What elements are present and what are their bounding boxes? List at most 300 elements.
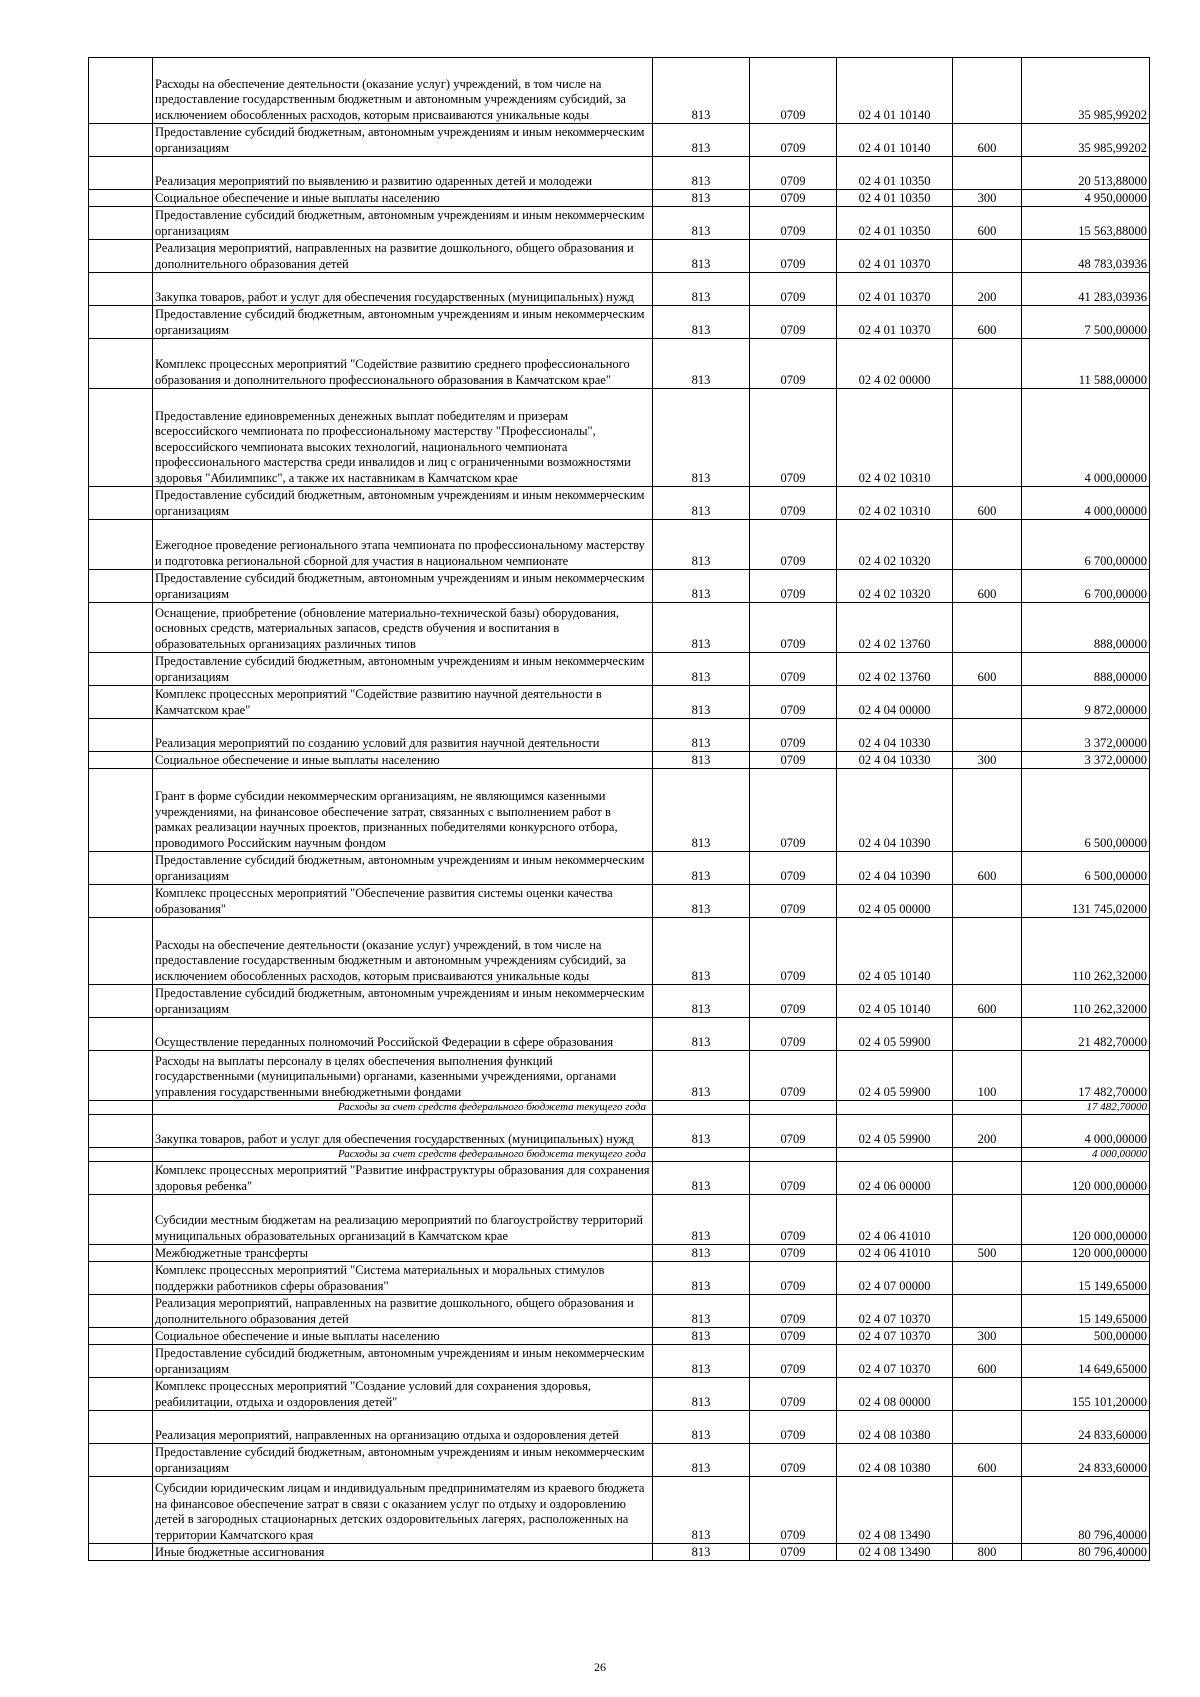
- expense-type-cell: 600: [953, 852, 1022, 885]
- table-row: [89, 306, 1150, 339]
- expense-name-cell: Субсидии местным бюджетам на реализацию мероприятий по благоустройству территорий муниципальных образовательных организаций в Камчатском крае: [153, 1195, 653, 1245]
- grbs-code-cell: 813: [653, 1378, 750, 1411]
- target-article-cell: 02 4 06 00000: [837, 1162, 953, 1195]
- table-row: [89, 918, 1150, 985]
- amount-cell: 48 783,03936: [1022, 240, 1150, 273]
- section-code-cell: 0709: [750, 1115, 837, 1148]
- section-code-cell: [750, 1101, 837, 1115]
- expense-type-cell: 200: [953, 1115, 1022, 1148]
- target-article-cell: 02 4 02 10320: [837, 520, 953, 570]
- amount-cell: 24 833,60000: [1022, 1411, 1150, 1444]
- expense-name-cell: Реализация мероприятий, направленных на развитие дошкольного, общего образования и дополнительного образования детей: [153, 240, 653, 273]
- amount-cell: 120 000,00000: [1022, 1162, 1150, 1195]
- grbs-code-cell: 813: [653, 686, 750, 719]
- amount-cell: 15 563,88000: [1022, 207, 1150, 240]
- expense-type-cell: [953, 603, 1022, 653]
- amount-cell: 4 950,00000: [1022, 190, 1150, 207]
- expense-name-cell: Расходы на обеспечение деятельности (оказание услуг) учреждений, в том числе на предоставление государственным бюджетным и автономным учреждениям субсидий, за исключением обособленных расходов, которым присваиваются уникальные коды: [153, 918, 653, 985]
- table-row: [89, 240, 1150, 273]
- target-article-cell: 02 4 08 10380: [837, 1411, 953, 1444]
- amount-cell: 14 649,65000: [1022, 1345, 1150, 1378]
- target-article-cell: 02 4 04 10390: [837, 769, 953, 852]
- target-article-cell: 02 4 01 10140: [837, 124, 953, 157]
- row-index-cell: [89, 1295, 153, 1328]
- section-code-cell: 0709: [750, 686, 837, 719]
- table-row: [89, 339, 1150, 389]
- amount-cell: 15 149,65000: [1022, 1262, 1150, 1295]
- budget-table-body: [89, 58, 1150, 1561]
- grbs-code-cell: 813: [653, 190, 750, 207]
- section-code-cell: 0709: [750, 1544, 837, 1561]
- amount-cell: 131 745,02000: [1022, 885, 1150, 918]
- table-row: [89, 1051, 1150, 1101]
- expense-type-cell: [953, 157, 1022, 190]
- row-index-cell: [89, 852, 153, 885]
- amount-cell: 20 513,88000: [1022, 157, 1150, 190]
- target-article-cell: 02 4 08 00000: [837, 1378, 953, 1411]
- table-row: [89, 852, 1150, 885]
- row-index-cell: [89, 124, 153, 157]
- target-article-cell: 02 4 02 10320: [837, 570, 953, 603]
- table-row: [89, 1477, 1150, 1544]
- target-article-cell: [837, 1148, 953, 1162]
- table-row: [89, 1345, 1150, 1378]
- table-row: [89, 752, 1150, 769]
- grbs-code-cell: 813: [653, 1051, 750, 1101]
- table-row: [89, 520, 1150, 570]
- expense-name-cell: Предоставление субсидий бюджетным, автономным учреждениям и иным некоммерческим организациям: [153, 985, 653, 1018]
- section-code-cell: 0709: [750, 1018, 837, 1051]
- expense-type-cell: [953, 918, 1022, 985]
- expense-type-cell: [953, 339, 1022, 389]
- section-code-cell: 0709: [750, 918, 837, 985]
- row-index-cell: [89, 1444, 153, 1477]
- expense-name-cell: Оснащение, приобретение (обновление материально-технической базы) оборудования, основных средств, материальных запасов, средств обучения и воспитания в образовательных организациях различных типов: [153, 603, 653, 653]
- target-article-cell: 02 4 02 13760: [837, 653, 953, 686]
- grbs-code-cell: [653, 1148, 750, 1162]
- expense-type-cell: [953, 58, 1022, 124]
- grbs-code-cell: 813: [653, 1477, 750, 1544]
- amount-cell: 6 500,00000: [1022, 769, 1150, 852]
- table-row: [89, 1162, 1150, 1195]
- table-row: [89, 1018, 1150, 1051]
- row-index-cell: [89, 1411, 153, 1444]
- table-row: [89, 885, 1150, 918]
- expense-name-cell: Предоставление субсидий бюджетным, автономным учреждениям и иным некоммерческим организациям: [153, 1345, 653, 1378]
- grbs-code-cell: 813: [653, 1195, 750, 1245]
- expense-name-cell: Комплекс процессных мероприятий "Содействие развитию среднего профессионального образования и дополнительного профессионального образования в Камчатском крае": [153, 339, 653, 389]
- target-article-cell: [837, 1101, 953, 1115]
- table-row: [89, 1262, 1150, 1295]
- expense-name-cell: Закупка товаров, работ и услуг для обеспечения государственных (муниципальных) нужд: [153, 1115, 653, 1148]
- table-row: [89, 769, 1150, 852]
- target-article-cell: 02 4 08 13490: [837, 1544, 953, 1561]
- section-code-cell: 0709: [750, 1051, 837, 1101]
- expense-name-cell: Субсидии юридическим лицам и индивидуальным предпринимателям из краевого бюджета на финансовое обеспечение затрат в связи с оказанием услуг по отдыху и оздоровлению детей в загородных стационарных детских оздоровительных лагерях, расположенных на территории Камчатского края: [153, 1477, 653, 1544]
- grbs-code-cell: 813: [653, 240, 750, 273]
- row-index-cell: [89, 273, 153, 306]
- expense-type-cell: 300: [953, 190, 1022, 207]
- table-row: [89, 985, 1150, 1018]
- amount-cell: 4 000,00000: [1022, 389, 1150, 487]
- amount-cell: 21 482,70000: [1022, 1018, 1150, 1051]
- target-article-cell: 02 4 05 10140: [837, 985, 953, 1018]
- row-index-cell: [89, 306, 153, 339]
- expense-type-cell: 800: [953, 1544, 1022, 1561]
- grbs-code-cell: 813: [653, 1411, 750, 1444]
- table-row: [89, 1444, 1150, 1477]
- budget-table: [88, 57, 1150, 1561]
- row-index-cell: [89, 1051, 153, 1101]
- row-index-cell: [89, 1345, 153, 1378]
- expense-name-cell: Комплекс процессных мероприятий "Система материальных и моральных стимулов поддержки работников сферы образования": [153, 1262, 653, 1295]
- amount-cell: 4 000,00000: [1022, 1115, 1150, 1148]
- grbs-code-cell: 813: [653, 520, 750, 570]
- row-index-cell: [89, 207, 153, 240]
- target-article-cell: 02 4 05 59900: [837, 1115, 953, 1148]
- section-code-cell: 0709: [750, 719, 837, 752]
- section-code-cell: 0709: [750, 389, 837, 487]
- grbs-code-cell: 813: [653, 570, 750, 603]
- section-code-cell: 0709: [750, 157, 837, 190]
- target-article-cell: 02 4 01 10350: [837, 207, 953, 240]
- amount-cell: 500,00000: [1022, 1328, 1150, 1345]
- amount-cell: 9 872,00000: [1022, 686, 1150, 719]
- amount-cell: 155 101,20000: [1022, 1378, 1150, 1411]
- amount-cell: 120 000,00000: [1022, 1195, 1150, 1245]
- amount-cell: 4 000,00000: [1022, 487, 1150, 520]
- section-code-cell: 0709: [750, 769, 837, 852]
- table-row: [89, 1411, 1150, 1444]
- table-row: [89, 1245, 1150, 1262]
- amount-cell: 35 985,99202: [1022, 58, 1150, 124]
- section-code-cell: [750, 1148, 837, 1162]
- grbs-code-cell: 813: [653, 1245, 750, 1262]
- expense-type-cell: [953, 1378, 1022, 1411]
- section-code-cell: 0709: [750, 1328, 837, 1345]
- expense-name-cell: Иные бюджетные ассигнования: [153, 1544, 653, 1561]
- table-row: [89, 719, 1150, 752]
- row-index-cell: [89, 1115, 153, 1148]
- section-code-cell: 0709: [750, 1345, 837, 1378]
- amount-cell: 6 700,00000: [1022, 520, 1150, 570]
- grbs-code-cell: [653, 1101, 750, 1115]
- expense-name-cell: Предоставление субсидий бюджетным, автономным учреждениям и иным некоммерческим организациям: [153, 487, 653, 520]
- row-index-cell: [89, 339, 153, 389]
- target-article-cell: 02 4 02 10310: [837, 389, 953, 487]
- target-article-cell: 02 4 05 59900: [837, 1018, 953, 1051]
- row-index-cell: [89, 240, 153, 273]
- table-row: [89, 157, 1150, 190]
- section-code-cell: 0709: [750, 58, 837, 124]
- row-index-cell: [89, 1101, 153, 1115]
- target-article-cell: 02 4 04 00000: [837, 686, 953, 719]
- row-index-cell: [89, 1262, 153, 1295]
- expense-type-cell: 600: [953, 570, 1022, 603]
- row-index-cell: [89, 1195, 153, 1245]
- row-index-cell: [89, 769, 153, 852]
- expense-type-cell: 600: [953, 1345, 1022, 1378]
- amount-cell: 80 796,40000: [1022, 1477, 1150, 1544]
- row-index-cell: [89, 1245, 153, 1262]
- table-row: [89, 686, 1150, 719]
- grbs-code-cell: 813: [653, 1544, 750, 1561]
- target-article-cell: 02 4 05 00000: [837, 885, 953, 918]
- table-row: [89, 1378, 1150, 1411]
- expense-type-cell: 600: [953, 653, 1022, 686]
- row-index-cell: [89, 570, 153, 603]
- section-code-cell: 0709: [750, 570, 837, 603]
- expense-name-cell: Закупка товаров, работ и услуг для обеспечения государственных (муниципальных) нужд: [153, 273, 653, 306]
- grbs-code-cell: 813: [653, 1444, 750, 1477]
- amount-cell: 7 500,00000: [1022, 306, 1150, 339]
- expense-type-cell: 600: [953, 487, 1022, 520]
- target-article-cell: 02 4 07 10370: [837, 1345, 953, 1378]
- expense-type-cell: [953, 389, 1022, 487]
- grbs-code-cell: 813: [653, 769, 750, 852]
- expense-type-cell: [953, 1262, 1022, 1295]
- section-code-cell: 0709: [750, 1295, 837, 1328]
- expense-name-cell: Комплекс процессных мероприятий "Содействие развитию научной деятельности в Камчатском крае": [153, 686, 653, 719]
- amount-cell: 24 833,60000: [1022, 1444, 1150, 1477]
- expense-name-cell: Расходы на обеспечение деятельности (оказание услуг) учреждений, в том числе на предоставление государственным бюджетным и автономным учреждениям субсидий, за исключением обособленных расходов, которым присваиваются уникальные коды: [153, 58, 653, 124]
- expense-type-cell: [953, 885, 1022, 918]
- row-index-cell: [89, 520, 153, 570]
- page-number: 26: [594, 1660, 606, 1674]
- grbs-code-cell: 813: [653, 653, 750, 686]
- grbs-code-cell: 813: [653, 1162, 750, 1195]
- expense-type-cell: 600: [953, 985, 1022, 1018]
- expense-name-cell: Предоставление субсидий бюджетным, автономным учреждениям и иным некоммерческим организациям: [153, 207, 653, 240]
- grbs-code-cell: 813: [653, 1328, 750, 1345]
- expense-name-cell: Грант в форме субсидии некоммерческим организациям, не являющимся казенными учреждениями, на финансовое обеспечение затрат, связанных с выполнением работ в рамках реализации научных проектов, признанных победителями конкурсного отбора, проводимого Российским научным фондом: [153, 769, 653, 852]
- grbs-code-cell: 813: [653, 603, 750, 653]
- amount-cell: 120 000,00000: [1022, 1245, 1150, 1262]
- table-row: [89, 389, 1150, 487]
- row-index-cell: [89, 885, 153, 918]
- table-row: [89, 1195, 1150, 1245]
- expense-name-cell: Комплекс процессных мероприятий "Создание условий для сохранения здоровья, реабилитации, отдыха и оздоровления детей": [153, 1378, 653, 1411]
- grbs-code-cell: 813: [653, 885, 750, 918]
- amount-cell: 3 372,00000: [1022, 719, 1150, 752]
- expense-name-cell: Реализация мероприятий, направленных на организацию отдыха и оздоровления детей: [153, 1411, 653, 1444]
- amount-cell: 17 482,70000: [1022, 1051, 1150, 1101]
- expense-type-cell: [953, 1018, 1022, 1051]
- table-row: [89, 207, 1150, 240]
- amount-cell: 110 262,32000: [1022, 985, 1150, 1018]
- row-index-cell: [89, 1544, 153, 1561]
- grbs-code-cell: 813: [653, 306, 750, 339]
- amount-cell: 3 372,00000: [1022, 752, 1150, 769]
- grbs-code-cell: 813: [653, 124, 750, 157]
- expense-name-cell: Предоставление субсидий бюджетным, автономным учреждениям и иным некоммерческим организациям: [153, 306, 653, 339]
- section-code-cell: 0709: [750, 273, 837, 306]
- expense-name-cell: Предоставление единовременных денежных выплат победителям и призерам всероссийского чемпионата по профессиональному мастерству "Профессионалы", всероссийского чемпионата высоких технологий, национального чемпионата профессионального мастерства среди инвалидов и лиц с ограниченными возможностями здоровья "Абилимпикс", а также их наставникам в Камчатском крае: [153, 389, 653, 487]
- table-row: [89, 487, 1150, 520]
- target-article-cell: 02 4 02 13760: [837, 603, 953, 653]
- federal-budget-note-row: [89, 1101, 1150, 1115]
- grbs-code-cell: 813: [653, 1345, 750, 1378]
- row-index-cell: [89, 190, 153, 207]
- section-code-cell: 0709: [750, 1195, 837, 1245]
- expense-type-cell: [953, 769, 1022, 852]
- grbs-code-cell: 813: [653, 752, 750, 769]
- amount-cell: 17 482,70000: [1022, 1101, 1150, 1115]
- expense-name-cell: Комплекс процессных мероприятий "Обеспечение развития системы оценки качества образования": [153, 885, 653, 918]
- expense-type-cell: 500: [953, 1245, 1022, 1262]
- expense-name-cell: Расходы на выплаты персоналу в целях обеспечения выполнения функций государственными (муниципальными) органами, казенными учреждениями, органами управления государственными внебюджетными фондами: [153, 1051, 653, 1101]
- section-code-cell: 0709: [750, 752, 837, 769]
- target-article-cell: 02 4 01 10140: [837, 58, 953, 124]
- amount-cell: 35 985,99202: [1022, 124, 1150, 157]
- expense-name-cell: Предоставление субсидий бюджетным, автономным учреждениям и иным некоммерческим организациям: [153, 653, 653, 686]
- grbs-code-cell: 813: [653, 852, 750, 885]
- target-article-cell: 02 4 01 10370: [837, 240, 953, 273]
- expense-type-cell: [953, 719, 1022, 752]
- row-index-cell: [89, 985, 153, 1018]
- target-article-cell: 02 4 06 41010: [837, 1195, 953, 1245]
- grbs-code-cell: 813: [653, 719, 750, 752]
- amount-cell: 15 149,65000: [1022, 1295, 1150, 1328]
- grbs-code-cell: 813: [653, 273, 750, 306]
- grbs-code-cell: 813: [653, 918, 750, 985]
- expense-name-cell: Социальное обеспечение и иные выплаты населению: [153, 1328, 653, 1345]
- row-index-cell: [89, 1378, 153, 1411]
- section-code-cell: 0709: [750, 306, 837, 339]
- target-article-cell: 02 4 01 10350: [837, 157, 953, 190]
- expense-name-cell: Ежегодное проведение регионального этапа чемпионата по профессиональному мастерству и подготовка региональной сборной для участия в национальном чемпионате: [153, 520, 653, 570]
- target-article-cell: 02 4 01 10370: [837, 273, 953, 306]
- table-row: [89, 603, 1150, 653]
- row-index-cell: [89, 653, 153, 686]
- target-article-cell: 02 4 02 00000: [837, 339, 953, 389]
- expense-type-cell: 600: [953, 1444, 1022, 1477]
- grbs-code-cell: 813: [653, 157, 750, 190]
- section-code-cell: 0709: [750, 1245, 837, 1262]
- target-article-cell: 02 4 07 10370: [837, 1328, 953, 1345]
- section-code-cell: 0709: [750, 603, 837, 653]
- row-index-cell: [89, 1018, 153, 1051]
- federal-budget-note-row: [89, 1148, 1150, 1162]
- grbs-code-cell: 813: [653, 1295, 750, 1328]
- grbs-code-cell: 813: [653, 58, 750, 124]
- expense-name-cell: Реализация мероприятий по созданию условий для развития научной деятельности: [153, 719, 653, 752]
- amount-cell: 41 283,03936: [1022, 273, 1150, 306]
- expense-name-cell: Осуществление переданных полномочий Российской Федерации в сфере образования: [153, 1018, 653, 1051]
- amount-cell: 110 262,32000: [1022, 918, 1150, 985]
- expense-type-cell: [953, 1195, 1022, 1245]
- section-code-cell: 0709: [750, 1262, 837, 1295]
- section-code-cell: 0709: [750, 885, 837, 918]
- expense-type-cell: [953, 1411, 1022, 1444]
- expense-name-cell: Предоставление субсидий бюджетным, автономным учреждениям и иным некоммерческим организациям: [153, 124, 653, 157]
- expense-name-cell: Комплекс процессных мероприятий "Развитие инфраструктуры образования для сохранения здоровья ребенка": [153, 1162, 653, 1195]
- expense-name-cell: Реализация мероприятий, направленных на развитие дошкольного, общего образования и дополнительного образования детей: [153, 1295, 653, 1328]
- target-article-cell: 02 4 04 10390: [837, 852, 953, 885]
- expense-name-cell: Предоставление субсидий бюджетным, автономным учреждениям и иным некоммерческим организациям: [153, 852, 653, 885]
- row-index-cell: [89, 752, 153, 769]
- table-row: [89, 1328, 1150, 1345]
- expense-name-cell: Предоставление субсидий бюджетным, автономным учреждениям и иным некоммерческим организациям: [153, 570, 653, 603]
- table-row: [89, 1295, 1150, 1328]
- target-article-cell: 02 4 05 10140: [837, 918, 953, 985]
- target-article-cell: 02 4 05 59900: [837, 1051, 953, 1101]
- section-code-cell: 0709: [750, 1477, 837, 1544]
- amount-cell: 80 796,40000: [1022, 1544, 1150, 1561]
- table-row: [89, 124, 1150, 157]
- row-index-cell: [89, 1477, 153, 1544]
- row-index-cell: [89, 918, 153, 985]
- section-code-cell: 0709: [750, 653, 837, 686]
- row-index-cell: [89, 603, 153, 653]
- section-code-cell: 0709: [750, 985, 837, 1018]
- expense-type-cell: 600: [953, 207, 1022, 240]
- expense-type-cell: [953, 240, 1022, 273]
- row-index-cell: [89, 1148, 153, 1162]
- table-row: [89, 1115, 1150, 1148]
- row-index-cell: [89, 389, 153, 487]
- expense-type-cell: [953, 1162, 1022, 1195]
- grbs-code-cell: 813: [653, 389, 750, 487]
- section-code-cell: 0709: [750, 124, 837, 157]
- target-article-cell: 02 4 08 10380: [837, 1444, 953, 1477]
- target-article-cell: 02 4 07 00000: [837, 1262, 953, 1295]
- section-code-cell: 0709: [750, 190, 837, 207]
- expense-type-cell: [953, 1148, 1022, 1162]
- target-article-cell: 02 4 02 10310: [837, 487, 953, 520]
- target-article-cell: 02 4 08 13490: [837, 1477, 953, 1544]
- target-article-cell: 02 4 06 41010: [837, 1245, 953, 1262]
- table-row: [89, 273, 1150, 306]
- row-index-cell: [89, 686, 153, 719]
- amount-cell: 4 000,00000: [1022, 1148, 1150, 1162]
- amount-cell: 6 500,00000: [1022, 852, 1150, 885]
- section-code-cell: 0709: [750, 852, 837, 885]
- expense-name-cell: Расходы за счет средств федерального бюджета текущего года: [153, 1101, 653, 1115]
- amount-cell: 11 588,00000: [1022, 339, 1150, 389]
- expense-name-cell: Расходы за счет средств федерального бюджета текущего года: [153, 1148, 653, 1162]
- expense-type-cell: 300: [953, 752, 1022, 769]
- expense-type-cell: 200: [953, 273, 1022, 306]
- expense-name-cell: Реализация мероприятий по выявлению и развитию одаренных детей и молодежи: [153, 157, 653, 190]
- table-row: [89, 58, 1150, 124]
- expense-type-cell: 600: [953, 124, 1022, 157]
- section-code-cell: 0709: [750, 1444, 837, 1477]
- expense-type-cell: [953, 1101, 1022, 1115]
- section-code-cell: 0709: [750, 339, 837, 389]
- expense-type-cell: [953, 1477, 1022, 1544]
- grbs-code-cell: 813: [653, 207, 750, 240]
- grbs-code-cell: 813: [653, 339, 750, 389]
- table-row: [89, 570, 1150, 603]
- section-code-cell: 0709: [750, 1162, 837, 1195]
- row-index-cell: [89, 1162, 153, 1195]
- expense-name-cell: Межбюджетные трансферты: [153, 1245, 653, 1262]
- grbs-code-cell: 813: [653, 1262, 750, 1295]
- table-row: [89, 1544, 1150, 1561]
- row-index-cell: [89, 58, 153, 124]
- grbs-code-cell: 813: [653, 487, 750, 520]
- section-code-cell: 0709: [750, 487, 837, 520]
- grbs-code-cell: 813: [653, 985, 750, 1018]
- grbs-code-cell: 813: [653, 1018, 750, 1051]
- expense-name-cell: Предоставление субсидий бюджетным, автономным учреждениям и иным некоммерческим организациям: [153, 1444, 653, 1477]
- row-index-cell: [89, 1328, 153, 1345]
- row-index-cell: [89, 487, 153, 520]
- target-article-cell: 02 4 04 10330: [837, 719, 953, 752]
- target-article-cell: 02 4 04 10330: [837, 752, 953, 769]
- expense-type-cell: 300: [953, 1328, 1022, 1345]
